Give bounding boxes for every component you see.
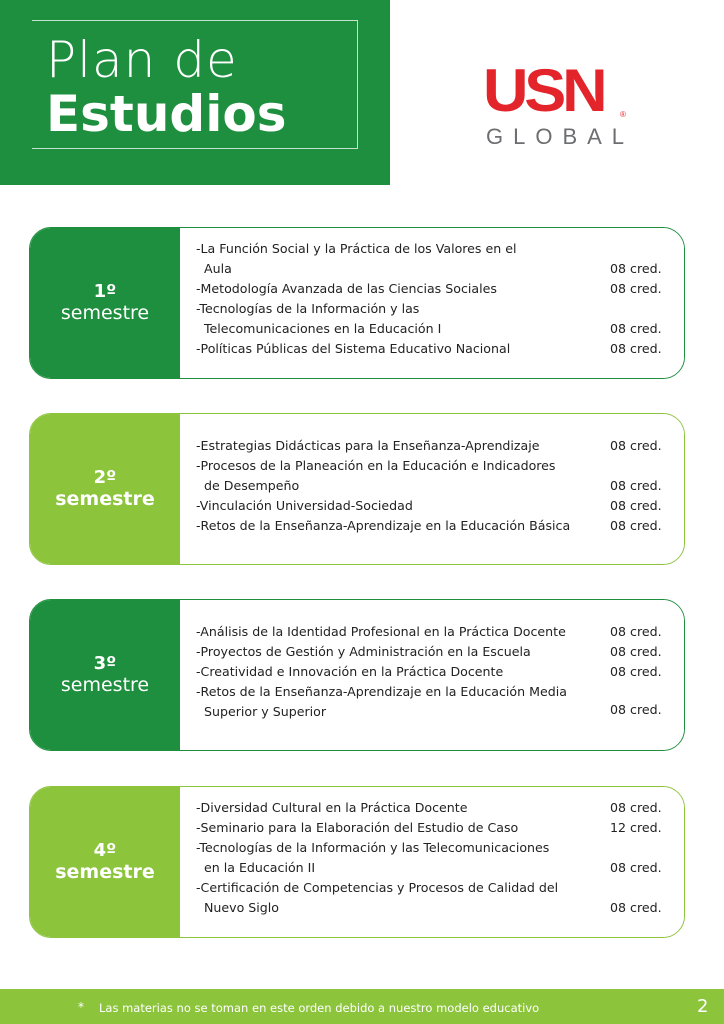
course-line: -Certificación de Competencias y Procesos de Calidad del (196, 880, 559, 895)
course-item (196, 622, 566, 642)
semester-3-card (29, 599, 685, 751)
footnote-text: Las materias no se toman en este orden debido a nuestro modelo educativo (99, 1001, 540, 1015)
course-item (196, 436, 540, 456)
course-credits: 08 cred. (610, 518, 662, 533)
logo-sub-text: GLOBAL (486, 124, 635, 149)
course-line: Telecomunicaciones en la Educación I (204, 321, 442, 336)
course-line: de Desempeño (204, 478, 300, 493)
semester-word: semestre (60, 302, 150, 324)
course-credits: 12 cred. (610, 820, 662, 835)
course-line: -Proyectos de Gestión y Administración en la Escuela (196, 644, 531, 659)
course-line: -La Función Social y la Práctica de los Valores en el (196, 241, 517, 256)
semester-4-card (29, 786, 685, 938)
course-item (196, 662, 503, 682)
course-credits: 08 cred. (610, 702, 662, 717)
course-credits: 08 cred. (610, 860, 662, 875)
footer-bar (0, 989, 724, 1024)
course-credits: 08 cred. (610, 341, 662, 356)
course-credits: 08 cred. (610, 478, 662, 493)
semester-word: semestre (60, 674, 150, 696)
course-item (196, 299, 441, 339)
course-line: Aula (204, 261, 232, 276)
course-item (196, 279, 497, 299)
semester-number: 3º (93, 653, 117, 674)
course-line: -Vinculación Universidad-Sociedad (196, 498, 413, 513)
footnote-asterisk: * (78, 1000, 84, 1014)
course-credits: 08 cred. (610, 438, 662, 453)
course-line: -Retos de la Enseñanza-Aprendizaje en la Educación Básica (196, 518, 571, 533)
course-item (196, 339, 510, 359)
page-title-line1: Plan de (46, 31, 238, 89)
course-line: -Procesos de la Planeación en la Educación e Indicadores (196, 458, 556, 473)
course-line: -Metodología Avanzada de las Ciencias Sociales (196, 281, 497, 296)
course-line: Superior y Superior (204, 704, 327, 719)
course-line: -Seminario para la Elaboración del Estudio de Caso (196, 820, 519, 835)
course-credits: 08 cred. (610, 644, 662, 659)
course-credits: 08 cred. (610, 498, 662, 513)
course-credits: 08 cred. (610, 321, 662, 336)
course-line: -Análisis de la Identidad Profesional en la Práctica Docente (196, 624, 566, 639)
course-credits: 08 cred. (610, 800, 662, 815)
course-line: -Estrategias Didácticas para la Enseñanza-Aprendizaje (196, 438, 540, 453)
semester-3-label (30, 600, 180, 750)
course-line: en la Educación II (204, 860, 316, 875)
semester-number: 4º (93, 840, 117, 861)
course-credits: 08 cred. (610, 261, 662, 276)
semester-4-courses (180, 787, 684, 937)
semester-1-courses (180, 228, 684, 378)
course-item (196, 456, 556, 496)
semester-3-courses (180, 600, 684, 750)
course-item (196, 642, 531, 662)
page-number: 2 (697, 996, 709, 1017)
header-banner (0, 0, 390, 185)
course-credits: 08 cred. (610, 281, 662, 296)
course-line: -Políticas Públicas del Sistema Educativo Nacional (196, 341, 511, 356)
page-title-line2: Estudios (46, 85, 287, 143)
course-item (196, 516, 570, 536)
semester-2-label (30, 414, 180, 564)
course-line: Nuevo Siglo (204, 900, 280, 915)
course-line: -Creatividad e Innovación en la Práctica Docente (196, 664, 504, 679)
semester-number: 1º (93, 281, 117, 302)
course-credits: 08 cred. (610, 664, 662, 679)
course-item (196, 682, 567, 722)
course-line: -Tecnologías de la Información y las (196, 301, 420, 316)
course-credits: 08 cred. (610, 624, 662, 639)
semester-2-card (29, 413, 685, 565)
semester-1-label (30, 228, 180, 378)
course-line: -Retos de la Enseñanza-Aprendizaje en la Educación Media (196, 684, 567, 699)
semester-word: semestre (55, 861, 155, 883)
semester-1-card (29, 227, 685, 379)
semester-number: 2º (93, 467, 117, 488)
course-item (196, 838, 549, 878)
course-line: -Diversidad Cultural en la Práctica Docente (196, 800, 468, 815)
semester-2-courses (180, 414, 684, 564)
course-line: -Tecnologías de la Información y las Telecomunicaciones (196, 840, 550, 855)
semester-word: semestre (55, 488, 155, 510)
logo-registered-mark: ® (620, 110, 626, 119)
course-item (196, 239, 516, 279)
semester-4-label (30, 787, 180, 937)
course-item (196, 818, 518, 838)
logo-main-text: USN (483, 57, 604, 124)
course-item (196, 878, 558, 918)
course-item (196, 496, 413, 516)
course-credits: 08 cred. (610, 900, 662, 915)
course-item (196, 798, 467, 818)
usn-global-logo (483, 57, 635, 157)
